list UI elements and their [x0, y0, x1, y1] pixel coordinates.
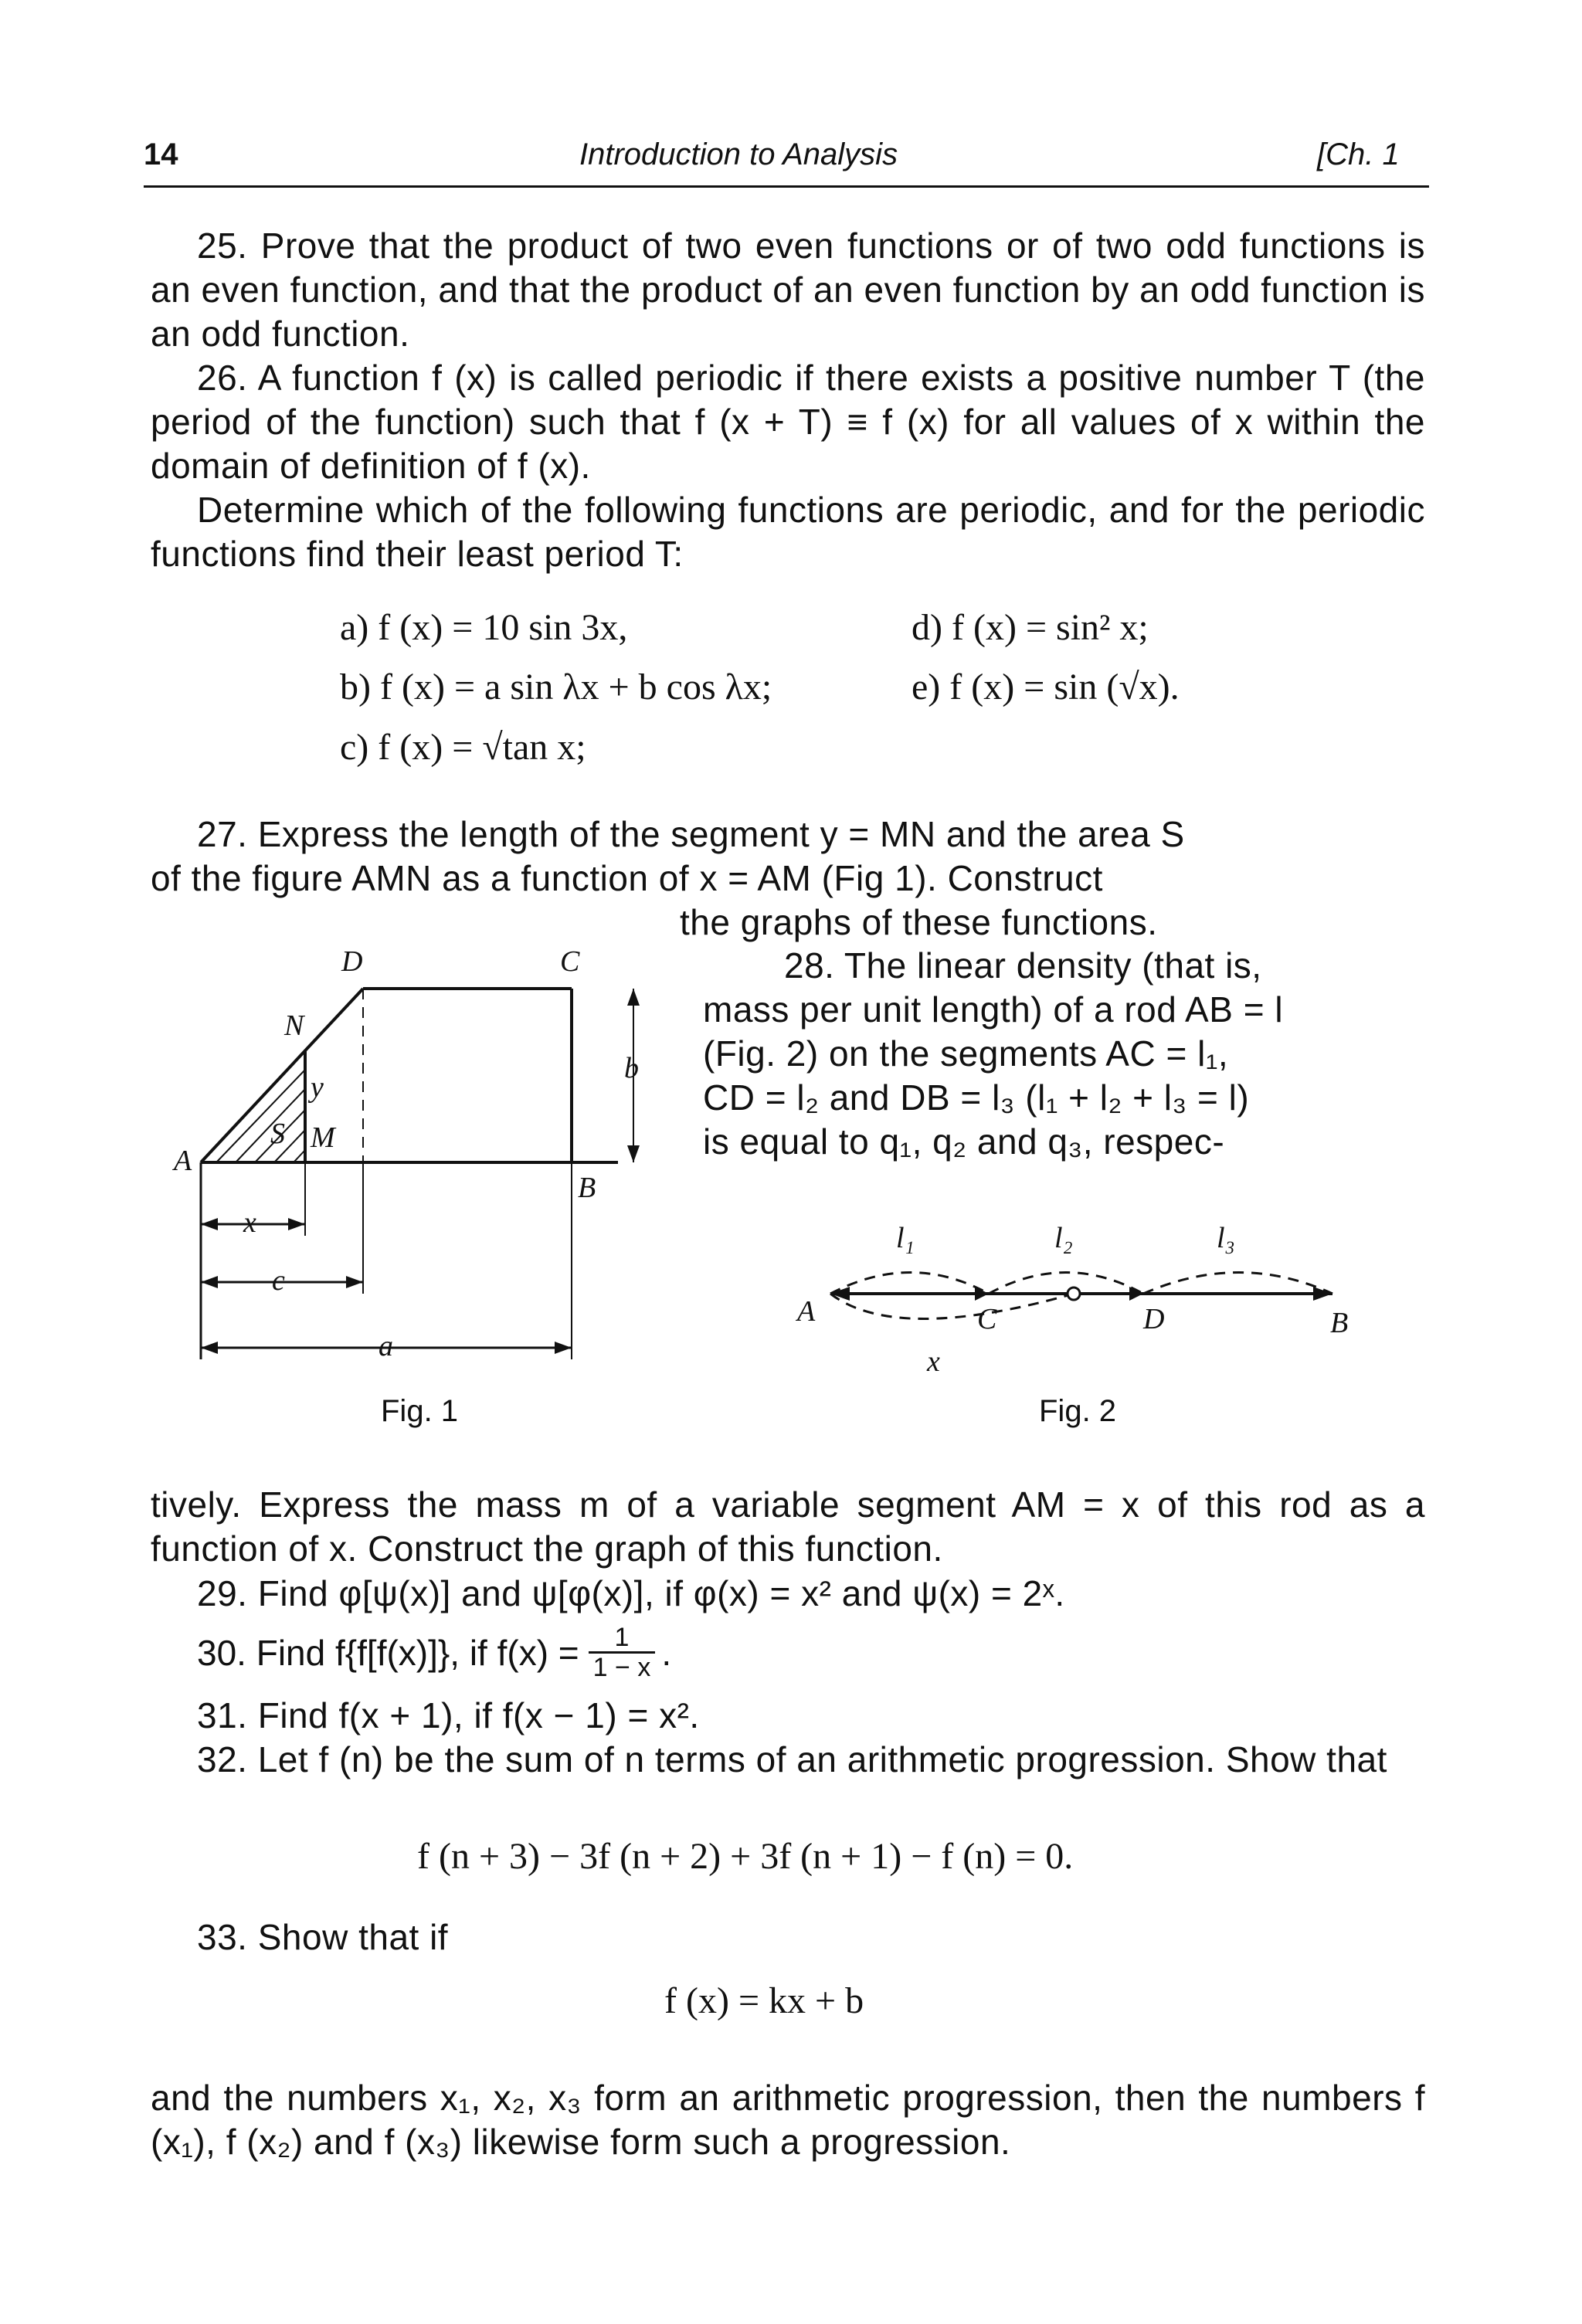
problem-28-line4: CD = l₂ and DB = l₃ (l₁ + l₂ + l₃ = l) — [703, 1077, 1250, 1118]
problem-28-line2: mass per unit length) of a rod AB = l — [703, 989, 1284, 1030]
page-number: 14 — [144, 137, 178, 171]
header-rule — [144, 185, 1429, 188]
problem-30 — [197, 1623, 671, 1681]
figure-2 — [780, 1213, 1367, 1390]
fig1-label-b: b — [624, 1052, 639, 1084]
fig1-label-a: a — [379, 1330, 393, 1362]
item-c: c) f (x) = √tan x; — [340, 727, 586, 768]
fig2-label-l1: l₁ — [896, 1222, 915, 1254]
fig1-label-A: A — [174, 1145, 192, 1177]
problem-30-numerator: 1 — [614, 1623, 630, 1652]
problem-30-end: . — [661, 1632, 672, 1673]
fig2-label-B: B — [1330, 1307, 1349, 1339]
item-e: e) f (x) = sin (√x). — [912, 667, 1180, 707]
fig2-point-M — [1068, 1288, 1080, 1300]
problem-28-line5: is equal to q₁, q₂ and q₃, respec- — [703, 1121, 1225, 1162]
fig2-arc-l3 — [1143, 1273, 1332, 1294]
problem-30-denominator: 1 − x — [589, 1651, 656, 1681]
fig2-label-x: x — [927, 1345, 940, 1378]
fig1-label-y: y — [311, 1071, 324, 1104]
problem-27-line2: of the figure AMN as a function of x = AM (Fig 1). Construct — [151, 858, 1103, 898]
problem-28-line3: (Fig. 2) on the segments AC = l₁, — [703, 1033, 1229, 1074]
fig1-label-S: S — [270, 1118, 285, 1150]
problem-33-formula: f (x) = kx + b — [664, 1980, 864, 2021]
problem-33-continuation: and the numbers x₁, x₂, x₃ form an arithmetic progression, then the numbers f (x₁), f (x₂) and f (x₃) likewise form such a progression. — [151, 2078, 1425, 2162]
problem-27-line3: the graphs of these functions. — [680, 902, 1158, 942]
problem-33: 33. Show that if — [197, 1917, 449, 1957]
problem-32 — [151, 1738, 1425, 1782]
fig1-label-B: B — [578, 1172, 596, 1204]
problem-32-formula: f (n + 3) − 3f (n + 2) + 3f (n + 1) − f (n) = 0. — [417, 1836, 1074, 1877]
problem-27-line1: 27. Express the length of the segment y = MN and the area S — [197, 814, 1185, 854]
item-a: a) f (x) = 10 sin 3x, — [340, 607, 628, 648]
fig1-caption: Fig. 1 — [381, 1394, 459, 1428]
chapter-label: [Ch. 1 — [1317, 137, 1400, 171]
fig2-caption: Fig. 2 — [1039, 1394, 1117, 1428]
problem-31: 31. Find f(x + 1), if f(x − 1) = x². — [197, 1695, 700, 1735]
fig2-label-D: D — [1143, 1303, 1165, 1335]
problem-28-line1: 28. The linear density (that is, — [784, 945, 1262, 986]
fig1-label-M: M — [311, 1121, 335, 1154]
problem-28-continuation: tively. Express the mass m of a variable segment AM = x of this rod as a function of x. Construct the graph of this function. — [151, 1484, 1425, 1569]
problem-30-fraction — [589, 1623, 656, 1681]
item-d: d) f (x) = sin² x; — [912, 607, 1149, 648]
fig2-label-l2: l₂ — [1054, 1222, 1073, 1254]
fig2-label-C: C — [977, 1303, 997, 1335]
fig1-label-C: C — [560, 945, 580, 978]
problem-30-text: 30. Find f{f[f(x)]}, if f(x) = — [197, 1632, 579, 1673]
figure-1 — [170, 931, 664, 1371]
fig1-label-N: N — [284, 1009, 304, 1042]
item-b: b) f (x) = a sin λx + b cos λx; — [340, 667, 772, 707]
running-title: Introduction to Analysis — [579, 137, 898, 171]
fig2-arc-l2 — [989, 1273, 1143, 1294]
problem-26-question: Determine which of the following functions are periodic, and for the periodic functions find their least period T: — [151, 490, 1425, 574]
fig2-arc-l1 — [830, 1273, 989, 1294]
fig1-label-x: x — [243, 1206, 256, 1239]
fig1-label-D: D — [341, 945, 363, 978]
fig1-label-c: c — [272, 1264, 285, 1297]
problem-32-text: 32. Let f (n) be the sum of n terms of an arithmetic progression. Show that — [197, 1739, 1387, 1779]
fig2-label-l3: l₃ — [1217, 1222, 1235, 1254]
problem-25 — [151, 224, 1425, 576]
fig2-label-A: A — [797, 1295, 816, 1328]
fig2-arc-x — [830, 1294, 1074, 1319]
problem-26-text: 26. A function f (x) is called periodic if there exists a positive number T (the period of the function) such that f (x + T) ≡ f (x) for all values of x within the domain of definition of f (x). — [151, 358, 1425, 486]
problem-25-text: 25. Prove that the product of two even functions or of two odd functions is an even function, and that the product of an even function by an odd function is an odd function. — [151, 226, 1425, 354]
problem-29: 29. Find φ[ψ(x)] and ψ[φ(x)], if φ(x) = x² and ψ(x) = 2ˣ. — [197, 1573, 1065, 1613]
